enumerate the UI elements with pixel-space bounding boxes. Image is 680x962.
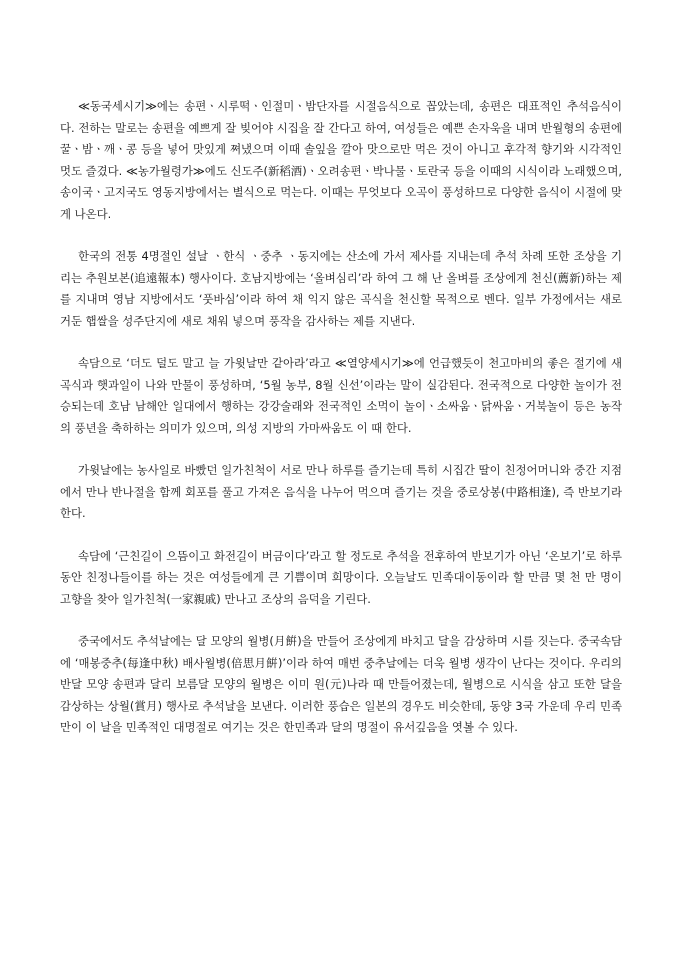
document-body	[60, 96, 622, 760]
paragraph-proverb-games: 속담으로 ‘더도 덜도 말고 늘 가윗날만 같아라’라고 ≪열양세시기≫에 언급했듯이 천고마비의 좋은 절기에 새 곡식과 햇과일이 나와 만물이 풍성하며, ‘5월 농부, 8월 신선’이라는 말이 실감된다. 전국적으로 다양한 놀이가 전승되는데 호남 남해안 일대에서 행하는 강강술래와 전국적인 소먹이 놀이ㆍ소싸움ㆍ닭싸움ㆍ거북놀이 등은 농작의 풍년을 축하하는 의미가 있으며, 의성 지방의 가마싸움도 이 때 한다.	[60, 356, 622, 435]
paragraph-banbogi: 가윗날에는 농사일로 바빴던 일가친척이 서로 만나 하루를 즐기는데 특히 시집간 딸이 친정어머니와 중간 지점에서 만나 반나절을 함께 회포를 풀고 가져온 음식을 나누어 먹으며 즐기는 것을 중로상봉(中路相逢), 즉 반보기라 한다.	[60, 463, 622, 520]
paragraph-songpyeon: ≪동국세시기≫에는 송편ㆍ시루떡ㆍ인절미ㆍ밤단자를 시절음식으로 꼽았는데, 송편은 대표적인 추석음식이다. 전하는 말로는 송편을 예쁘게 잘 빚어야 시집을 잘 간다고 하여, 여성들은 예쁜 손자욱을 내며 반월형의 송편에 꿀ㆍ밤ㆍ깨ㆍ콩 등을 넣어 맛있게 쪄냈으며 이때 솔잎을 깔아 맛으로만 먹은 것이 아니고 후각적 향기와 시각적인 멋도 즐겼다. ≪농가월령가≫에도 신도주(新稻酒)ㆍ오려송편ㆍ박나물ㆍ토란국 등을 이때의 시식이라 노래했으며, 송이국ㆍ고지국도 영동지방에서는 별식으로 먹는다. 이때는 무엇보다 오곡이 풍성하므로 다양한 음식이 시절에 맞게 나온다.	[60, 99, 622, 221]
paragraph-mooncake: 중국에서도 추석날에는 달 모양의 월병(月餠)을 만들어 조상에게 바치고 달을 감상하며 시를 짓는다. 중국속담에 ‘매봉중추(每逢中秋) 배사월병(倍思月餠)’이라 하여 매번 중추날에는 더욱 월병 생각이 난다는 것이다. 우리의 반달 모양 송편과 달리 보름달 모양의 월병은 이미 원(元)나라 때 만들어졌는데, 월병으로 시식을 삼고 또한 달을 감상하는 상월(賞月) 행사로 추석날을 보낸다. 이러한 풍습은 일본의 경우도 비슷한데, 동양 3국 가운데 우리 민족만이 이 날을 민족적인 대명절로 여기는 것은 한민족과 달의 명절이 유서깊음을 엿볼 수 있다.	[60, 634, 622, 734]
paragraph-ancestral-rites: 한국의 전통 4명절인 설날 ㆍ한식 ㆍ중추 ㆍ동지에는 산소에 가서 제사를 지내는데 추석 차례 또한 조상을 기리는 추원보본(追遠報本) 행사이다. 호남지방에는 ‘올벼심리’라 하여 그 해 난 올벼를 조상에게 천신(薦新)하는 제를 지내며 영남 지방에서도 ‘풋바심’이라 하여 채 익지 않은 곡식을 천신할 목적으로 벤다. 일부 가정에서는 새로 거둔 햅쌀을 성주단지에 새로 채워 넣으며 풍작을 감사하는 제를 지낸다.	[60, 249, 622, 328]
paragraph-onbogi: 속담에 ‘근친길이 으뜸이고 화전길이 버금이다’라고 할 정도로 추석을 전후하여 반보기가 아닌 ‘온보기’로 하루 동안 친정나들이를 하는 것은 여성들에게 큰 기쁨이며 희망이다. 오늘날도 민족대이동이라 할 만큼 몇 천 만 명이 고향을 찾아 일가친척(一家親戚) 만나고 조상의 음덕을 기린다.	[60, 548, 622, 606]
